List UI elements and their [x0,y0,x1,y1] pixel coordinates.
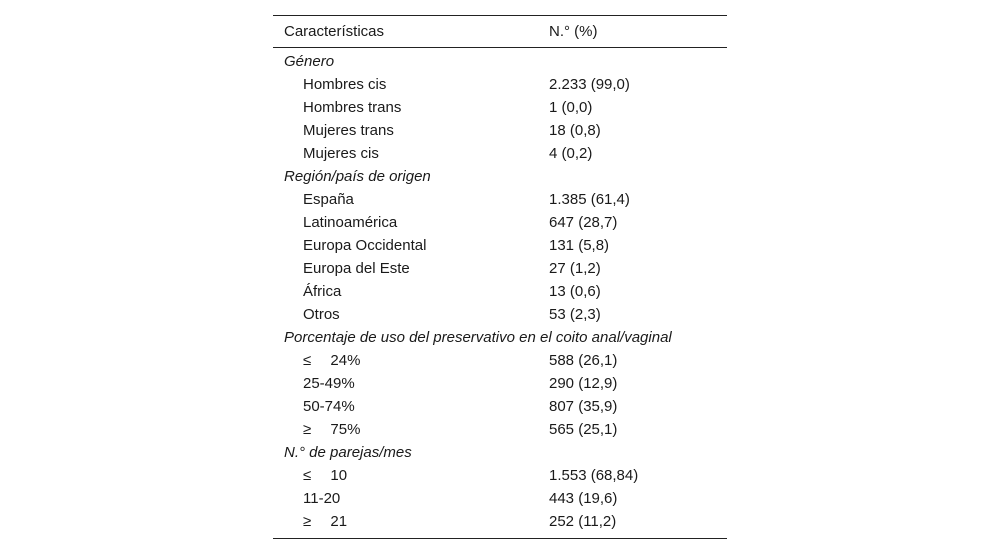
table-row [273,303,727,326]
table-row [273,142,727,165]
row-label: 25-49% [303,375,355,392]
table-row [273,257,727,280]
table-row [273,119,727,142]
section-heading [273,441,727,464]
section-title: Región/país de origen [284,168,431,185]
row-value: 443 (19,6) [549,490,618,507]
header-count-percent: N.° (%) [549,23,598,40]
row-label: África [303,283,342,300]
row-value: 13 (0,6) [549,283,601,300]
section-heading [273,326,727,349]
table-row [273,487,727,510]
section-title: Porcentaje de uso del preservativo en el coito anal/vaginal [284,329,672,346]
section-heading [273,50,727,73]
table-row [273,96,727,119]
row-label: España [303,191,354,208]
row-label: 50-74% [303,398,355,415]
row-value: 2.233 (99,0) [549,76,630,93]
table-row [273,395,727,418]
row-value: 1.553 (68,84) [549,467,639,484]
table-row [273,211,727,234]
row-label: ≤ 24% [303,352,361,369]
table-row [273,510,727,533]
table-row [273,234,727,257]
table-row [273,280,727,303]
row-value: 4 (0,2) [549,145,593,162]
row-label: 11-20 [303,490,341,507]
row-label: Hombres cis [303,76,387,93]
header-characteristics: Características [284,23,385,40]
row-value: 1.385 (61,4) [549,191,630,208]
row-label: Europa Occidental [303,237,427,254]
row-value: 27 (1,2) [549,260,601,277]
table-row [273,372,727,395]
section-heading [273,165,727,188]
table-row [273,418,727,441]
row-label: ≥ 21 [303,513,348,530]
table-row [273,188,727,211]
table-row [273,464,727,487]
row-label: Europa del Este [303,260,410,277]
row-value: 53 (2,3) [549,306,601,323]
table-row [273,349,727,372]
row-value: 18 (0,8) [549,122,601,139]
row-label: Hombres trans [303,99,402,116]
table-row [273,73,727,96]
row-value: 588 (26,1) [549,352,618,369]
table-body [273,48,727,538]
characteristics-table [273,15,727,539]
table-bottom-rule [273,538,727,539]
row-label: Otros [303,306,340,323]
section-title: Género [284,53,335,70]
row-label: Mujeres trans [303,122,394,139]
row-value: 252 (11,2) [549,513,617,530]
row-value: 647 (28,7) [549,214,618,231]
row-label: Mujeres cis [303,145,379,162]
row-label: ≥ 75% [303,421,361,438]
section-title: N.° de parejas/mes [284,444,412,461]
row-value: 807 (35,9) [549,398,618,415]
row-value: 565 (25,1) [549,421,618,438]
row-label: ≤ 10 [303,467,348,484]
row-value: 290 (12,9) [549,375,618,392]
table-header-row [273,16,727,47]
row-value: 1 (0,0) [549,99,593,116]
row-label: Latinoamérica [303,214,398,231]
row-value: 131 (5,8) [549,237,610,254]
